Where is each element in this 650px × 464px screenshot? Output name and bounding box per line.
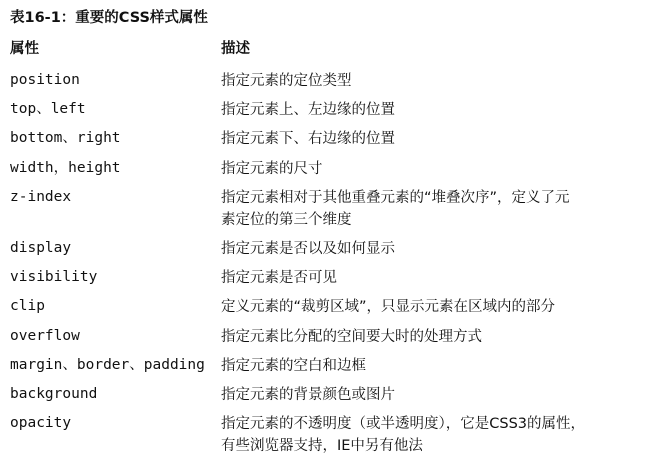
description-line: 指定元素相对于其他重叠元素的“堆叠次序”，定义了元 — [221, 189, 570, 206]
property-name: bottom、right — [10, 130, 121, 147]
table-title: 表16-1：重要的CSS样式属性 — [10, 10, 208, 26]
table-row — [0, 267, 650, 296]
table-row — [0, 70, 650, 99]
property-description — [221, 158, 641, 180]
property-name: opacity — [10, 415, 72, 432]
header-property: 属性 — [10, 41, 39, 57]
property-name: z-index — [10, 188, 72, 205]
table-row — [0, 99, 650, 128]
property-description — [221, 413, 641, 457]
property-name: position — [10, 72, 80, 88]
property-name: top、left — [10, 101, 86, 118]
table-row — [0, 326, 650, 355]
table-body — [0, 70, 650, 464]
table-row — [0, 158, 650, 187]
property-description — [221, 384, 641, 406]
property-name: background — [10, 385, 98, 402]
property-description — [221, 238, 641, 260]
description-line: 定义元素的“裁剪区域”，只显示元素在区域内的部分 — [221, 299, 556, 316]
table-row — [0, 238, 650, 267]
table-row — [0, 187, 650, 238]
property-name: display — [10, 239, 72, 256]
description-line: 有些浏览器支持，IE中另有他法 — [221, 438, 423, 455]
description-line: 指定元素是否可见 — [221, 270, 337, 287]
property-name: width，height — [10, 159, 121, 176]
description-line: 指定元素上、左边缘的位置 — [221, 102, 395, 119]
description-line: 指定元素比分配的空间要大时的处理方式 — [221, 328, 482, 345]
table-row — [0, 128, 650, 157]
description-line: 指定元素的空白和边框 — [221, 357, 366, 374]
property-name: clip — [10, 298, 45, 315]
property-name: visibility — [10, 269, 98, 286]
property-description — [221, 326, 641, 348]
table-row — [0, 413, 650, 464]
description-line: 指定元素的尺寸 — [221, 160, 323, 177]
table-row — [0, 384, 650, 413]
property-name: overflow — [10, 327, 80, 344]
description-line: 素定位的第三个维度 — [221, 211, 352, 228]
property-description — [221, 70, 641, 92]
header-description: 描述 — [221, 41, 250, 57]
property-description — [221, 355, 641, 377]
table-header-row — [0, 40, 650, 60]
description-line: 指定元素的定位类型 — [221, 73, 352, 89]
property-description — [221, 99, 641, 121]
property-description — [221, 296, 641, 318]
description-line: 指定元素是否以及如何显示 — [221, 240, 395, 257]
property-description — [221, 187, 641, 231]
property-description — [221, 267, 641, 289]
table-row — [0, 355, 650, 384]
property-description — [221, 128, 641, 150]
description-line: 指定元素下、右边缘的位置 — [221, 131, 395, 148]
description-line: 指定元素的不透明度（或半透明度），它是CSS3的属性， — [221, 416, 586, 433]
property-name: margin、border、padding — [10, 356, 205, 373]
table-row — [0, 296, 650, 325]
description-line: 指定元素的背景颜色或图片 — [221, 386, 395, 403]
